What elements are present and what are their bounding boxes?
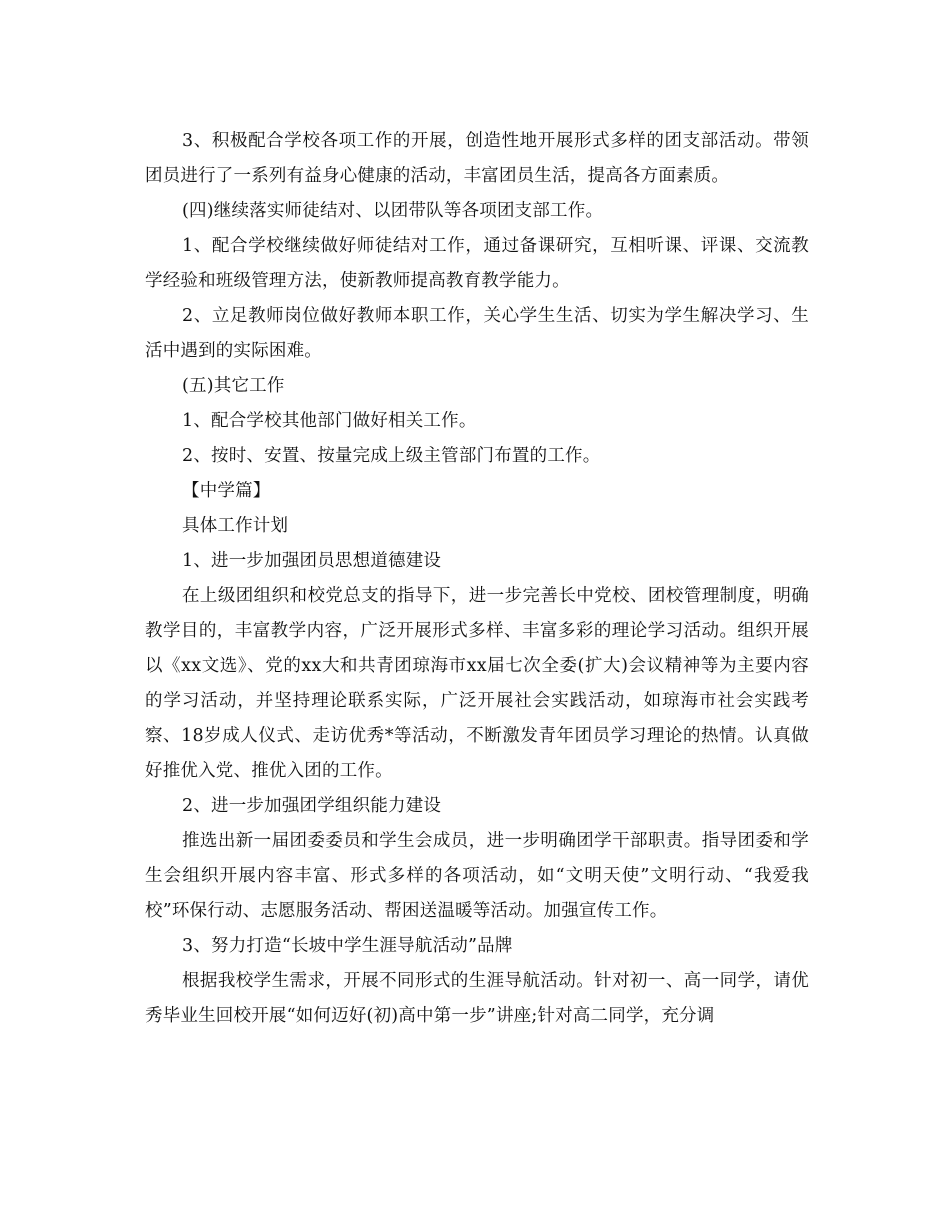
- paragraph-2: 1、配合学校继续做好师徒结对工作，通过备课研究，互相听课、评课、交流教学经验和班级管理方法，使新教师提高教育教学能力。: [145, 236, 809, 291]
- paragraph-5: 推选出新一届团委委员和学生会成员，进一步明确团学干部职责。指导团委和学生会组织开展内容丰富、形式多样的各项活动，如“文明天使”文明行动、“我爱我校”环保行动、志愿服务活动、帮困送温暖等活动。加强宣传工作。: [145, 831, 809, 921]
- document-page: [145, 124, 809, 1034]
- section-title: 【中学篇】: [182, 481, 271, 501]
- paragraph-3: 2、立足教师岗位做好教师本职工作，关心学生生活、切实为学生解决学习、生活中遇到的实际困难。: [145, 306, 809, 361]
- paragraph-6: 根据我校学生需求，开展不同形式的生涯导航活动。针对初一、高一同学，请优秀毕业生回校开展“如何迈好(初)高中第一步”讲座;针对高二同学，充分调: [145, 971, 809, 1026]
- subsection-title: 具体工作计划: [182, 516, 289, 536]
- item-heading-3: 3、努力打造“长坡中学生涯导航活动”品牌: [182, 936, 513, 956]
- item-heading-1: 1、进一步加强团员思想道德建设: [182, 551, 442, 571]
- section-heading-4: (四)继续落实师徒结对、以团带队等各项团支部工作。: [182, 201, 604, 221]
- paragraph-4: 在上级团组织和校党总支的指导下，进一步完善长中党校、团校管理制度，明确教学目的，丰富教学内容，广泛开展形式多样、丰富多彩的理论学习活动。组织开展以《xx文选》、党的xx大和共青团琼海市xx届七次全委(扩大)会议精神等为主要内容的学习活动，并坚持理论联系实际，广泛开展社会实践活动，如琼海市社会实践考察、18岁成人仪式、走访优秀*等活动，不断激发青年团员学习理论的热情。认真做好推优入党、推优入团的工作。: [145, 586, 809, 781]
- paragraph-1: 3、积极配合学校各项工作的开展，创造性地开展形式多样的团支部活动。带领团员进行了一系列有益身心健康的活动，丰富团员生活，提高各方面素质。: [145, 131, 809, 186]
- item-heading-2: 2、进一步加强团学组织能力建设: [182, 796, 442, 816]
- list-item-1: 1、配合学校其他部门做好相关工作。: [182, 411, 477, 431]
- section-heading-5: (五)其它工作: [182, 376, 285, 396]
- list-item-2: 2、按时、安置、按量完成上级主管部门布置的工作。: [182, 446, 601, 466]
